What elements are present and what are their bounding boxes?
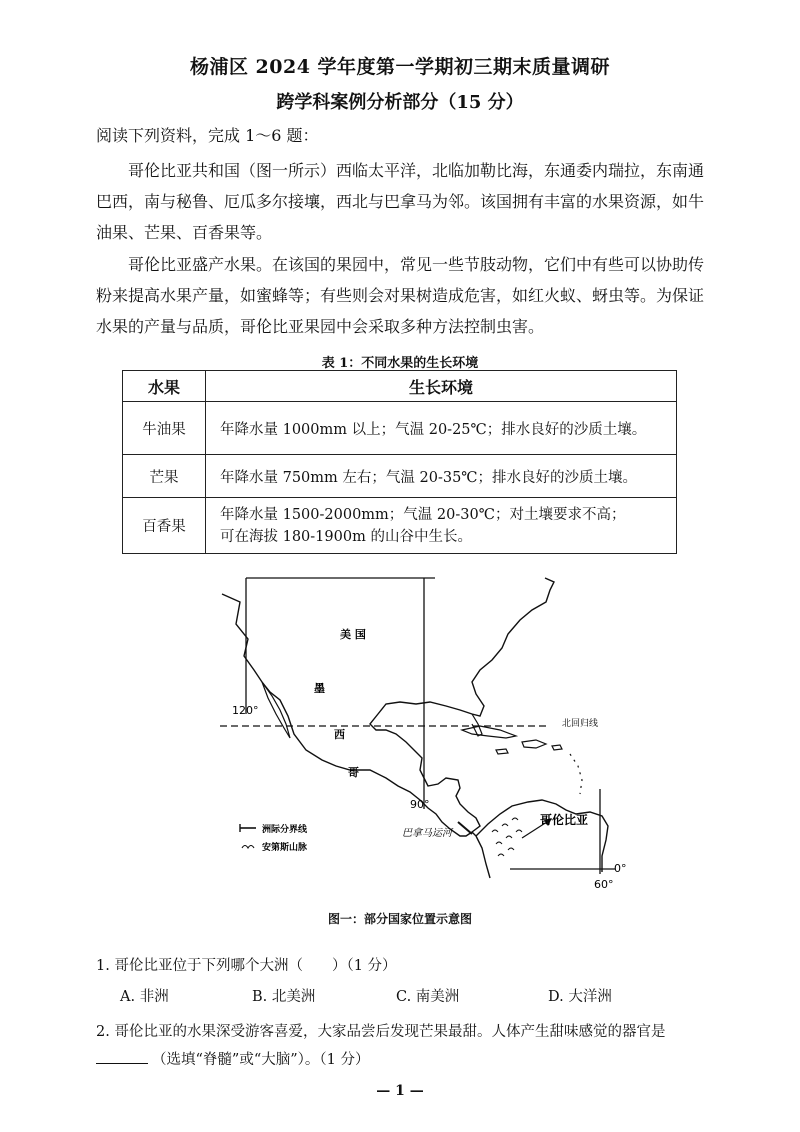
mexico-label-2: 西 [334,728,345,741]
hispaniola-island [522,740,546,748]
colombia-label: 哥伦比亚 [540,813,589,827]
fruit-cell: 百香果 [123,498,206,554]
lon60-label: 60° [594,878,614,891]
table-header-cell: 生长环境 [206,371,677,402]
figure-caption: 图一：部分国家位置示意图 [327,912,472,926]
mexico-label-1: 墨 [314,682,325,695]
question-2-text: （选填“脊髓”或“大脑”）。（1 分） [152,1052,370,1068]
table-header-row [123,371,677,402]
env-cell [206,498,677,554]
usa-label: 美 国 [340,628,366,641]
baja-california [262,682,290,738]
answer-blank[interactable] [96,1050,148,1064]
env-text: 年降水量 1000mm 以上；气温 20-25℃；排水良好的沙质土壤。 [220,421,647,438]
question-2-line-1: 2. 哥伦比亚的水果深受游客喜爱，大家品尝后发现芒果最甜。人体产生甜味感觉的器官是 [96,1024,666,1040]
env-cell [206,402,677,455]
question-1: 1. 哥伦比亚位于下列哪个大洲（ ）（1 分） [96,958,397,974]
mountain-legend-icon [242,846,254,849]
boundary-legend-label: 洲际分界线 [262,825,308,835]
fruit-cell: 牛油果 [123,402,206,455]
north-america-outline [222,578,554,836]
mexico-label-3: 哥 [348,766,359,779]
andes-marks [492,818,522,856]
location-map [210,574,630,894]
fruit-cell: 芒果 [123,455,206,498]
option-c: C. 南美洲 [396,989,460,1005]
growth-table [122,370,677,554]
andes-legend-label: 安第斯山脉 [262,843,308,853]
page-number: — 1 — [376,1083,424,1099]
table-row [123,455,677,498]
option-b: B. 北美洲 [252,989,316,1005]
table-row [123,402,677,455]
continent-boundary-marker [458,822,472,834]
lon120-label: 120° [232,704,259,717]
section-subtitle: 跨学科案例分析部分（15 分） [276,92,524,113]
puerto-rico-island [552,745,562,750]
paragraph-1: 哥伦比亚共和国（图一所示）西临太平洋，北临加勒比海，东通委内瑞拉，东南通巴西，南与秘鲁、厄瓜多尔接壤，西北与巴拿马为邻。该国拥有丰富的水果资源，如牛油果、芒果、百香果等。 [96,161,705,242]
env-text: 年降水量 750mm 左右；气温 20-35℃；排水良好的沙质土壤。 [220,469,638,486]
question-2-line-2 [96,1048,370,1069]
table-header-cell: 水果 [123,371,206,402]
south-america-outline [476,800,608,878]
table-row [123,498,677,554]
option-d: D. 大洋洲 [548,989,612,1005]
jamaica-island [496,749,508,754]
panama-canal-label: 巴拿马运河 [402,828,452,839]
map-legend [240,823,308,853]
florida-peninsula [472,714,482,736]
env-cell [206,455,677,498]
lon90-label: 90° [410,798,430,811]
page-title: 杨浦区 2024 学年度第一学期初三期末质量调研 [189,56,611,78]
tropic-label: 北回归线 [562,719,599,729]
option-a: A. 非洲 [120,989,169,1005]
lesser-antilles [570,754,582,794]
env-text: 年降水量 1500-2000mm；气温 20-30℃；对土壤要求不高； [220,506,626,523]
env-text: 可在海拔 180-1900m 的山谷中生长。 [220,528,472,545]
cuba-island [462,726,516,738]
lat0-label: 0° [614,862,627,875]
paragraph-2: 哥伦比亚盛产水果。在该国的果园中，常见一些节肢动物，它们中有些可以协助传粉来提高水果产量，如蜜蜂等；有些则会对果树造成危害，如红火蚁、蚜虫等。为保证水果的产量与品质，哥伦比亚果园中会采取多种方法控制虫害。 [96,255,705,336]
table-caption: 表 1：不同水果的生长环境 [321,356,479,371]
intro-text: 阅读下列资料，完成 1～6 题： [96,126,319,145]
